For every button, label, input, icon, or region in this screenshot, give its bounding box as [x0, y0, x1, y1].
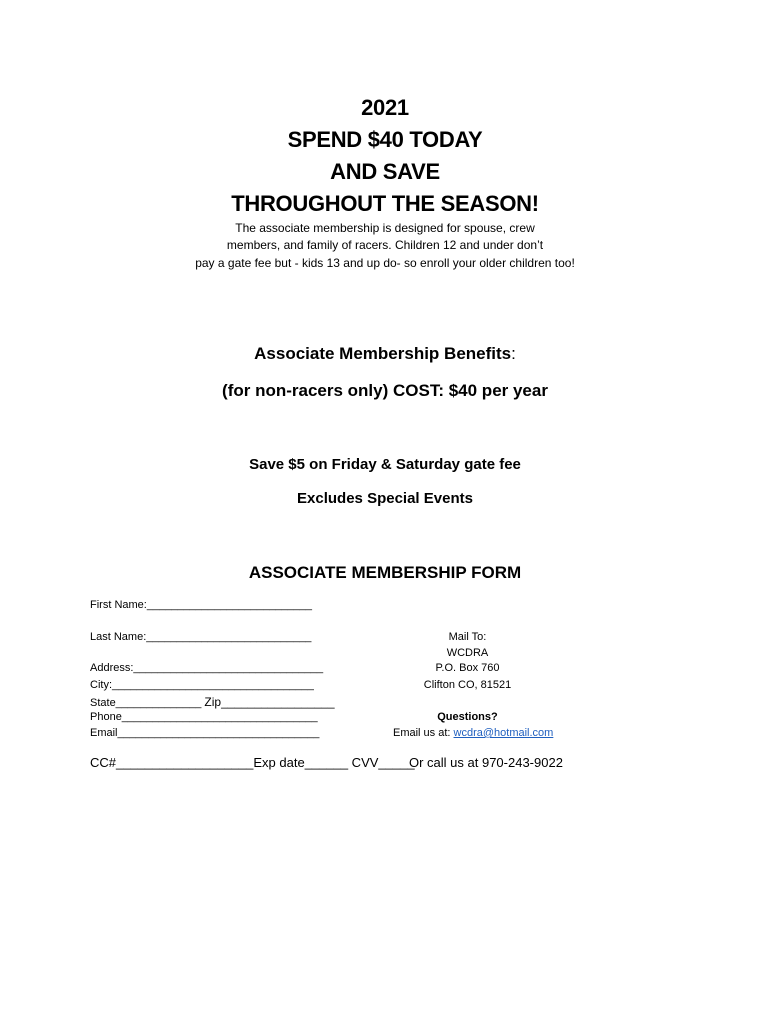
mail-po-box: P.O. Box 760: [435, 662, 500, 674]
state-zip-row: [90, 695, 335, 709]
mail-org: WCDRA: [446, 647, 489, 659]
zip-field[interactable]: Zip_________________: [204, 695, 335, 709]
intro-line-2: members, and family of racers. Children 12 and under don’t: [226, 238, 544, 252]
intro-line-3: pay a gate fee but - kids 13 and up do- so enroll your older children too!: [195, 256, 575, 270]
form-title: ASSOCIATE MEMBERSHIP FORM: [248, 563, 522, 582]
email-field[interactable]: Email_________________________________: [90, 727, 320, 739]
cost-line: (for non-racers only) COST: $40 per year: [222, 381, 548, 400]
benefits-heading: [0, 344, 770, 364]
intro-line-1: The associate membership is designed for spouse, crew: [235, 221, 535, 235]
header-year: 2021: [361, 95, 409, 120]
header-save: AND SAVE: [330, 159, 440, 184]
excludes-line: Excludes Special Events: [297, 490, 473, 507]
call-us-line: Or call us at 970-243-9022: [409, 755, 563, 770]
email-us-label: Email us at:: [393, 727, 454, 739]
credit-card-field[interactable]: CC#___________________Exp date______ CVV_____: [90, 755, 415, 770]
phone-field[interactable]: Phone________________________________: [90, 711, 318, 723]
header-season: THROUGHOUT THE SEASON!: [231, 191, 539, 216]
first-name-field[interactable]: First Name:___________________________: [90, 599, 313, 611]
state-field[interactable]: State______________: [90, 697, 202, 709]
benefits-heading-colon: :: [511, 344, 516, 363]
email-us-line: [393, 727, 553, 739]
email-link[interactable]: wcdra@hotmail.com: [453, 727, 554, 739]
save-line: Save $5 on Friday & Saturday gate fee: [249, 456, 521, 473]
city-field[interactable]: City:_________________________________: [90, 679, 314, 691]
last-name-field[interactable]: Last Name:___________________________: [90, 631, 312, 643]
header-spend: SPEND $40 TODAY: [287, 127, 483, 152]
benefits-heading-text: Associate Membership Benefits: [254, 344, 512, 363]
mail-to-label: Mail To:: [448, 631, 487, 643]
questions-label: Questions?: [437, 711, 498, 723]
address-field[interactable]: Address:_______________________________: [90, 662, 324, 674]
mail-city: Clifton CO, 81521: [423, 679, 512, 691]
